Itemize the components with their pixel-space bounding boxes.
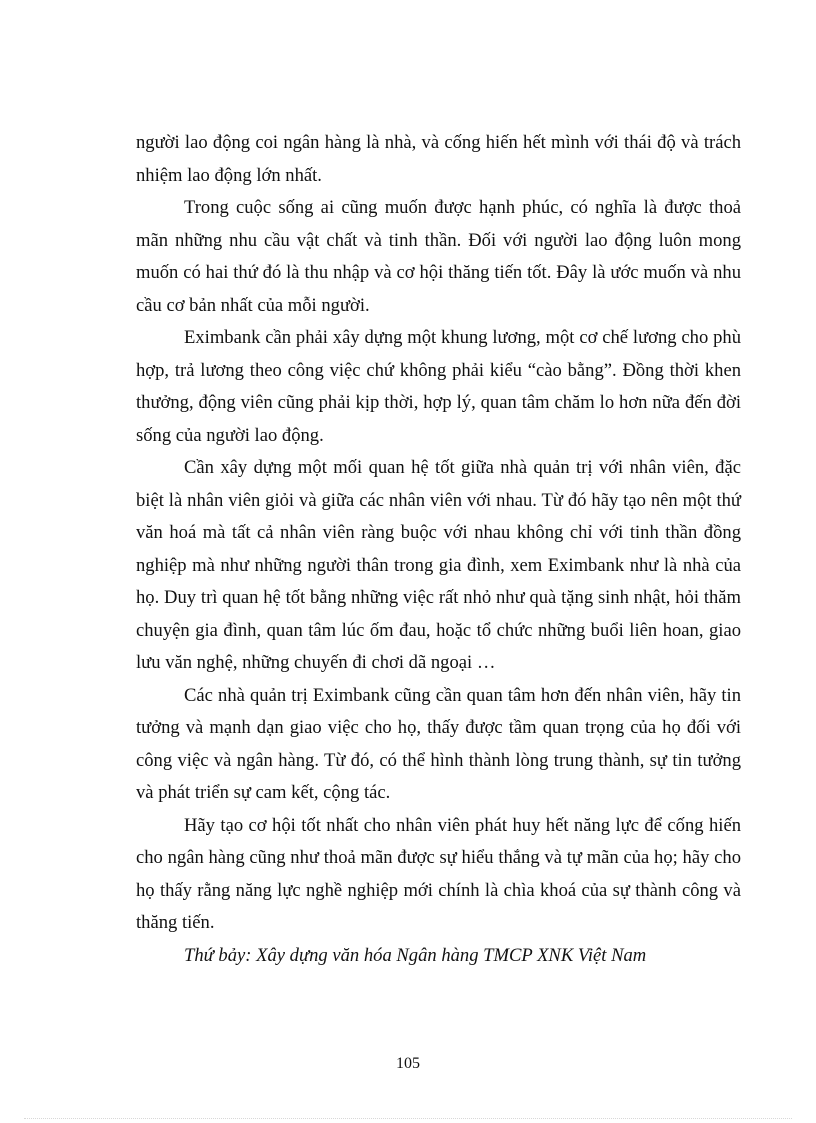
- page-number: 105: [396, 1055, 420, 1072]
- body-text: [136, 127, 741, 972]
- section-heading: Thứ bảy: Xây dựng văn hóa Ngân hàng TMCP XNK Việt Nam: [184, 944, 647, 966]
- page-bottom-divider: [24, 1118, 792, 1119]
- paragraph-relationships: Cần xây dựng một mối quan hệ tốt giữa nhà quản trị với nhân viên, đặc biệt là nhân viên giỏi và giữa các nhân viên với nhau. Từ đó hãy tạo nên một thứ văn hoá mà tất cả nhân viên ràng buộc với nhau không chỉ với tinh thần đồng nghiệp mà như những người thân trong gia đình, xem Eximbank như là nhà của họ. Duy trì quan hệ tốt bằng những việc rất nhỏ như quà tặng sinh nhật, hỏi thăm chuyện gia đình, quan tâm lúc ốm đau, hoặc tổ chức những buổi liên hoan, giao lưu văn nghệ, những chuyến đi chơi dã ngoại …: [136, 457, 741, 673]
- paragraph-continuation: người lao động coi ngân hàng là nhà, và cống hiến hết mình với thái độ và trách nhiệm lao động lớn nhất.: [136, 132, 741, 186]
- paragraph-manager-trust: Các nhà quản trị Eximbank cũng cần quan tâm hơn đến nhân viên, hãy tin tưởng và mạnh dạn giao việc cho họ, thấy được tầm quan trọng của họ đối với công việc và ngân hàng. Từ đó, có thể hình thành lòng trung thành, sự tin tưởng và phát triển sự cam kết, cộng tác.: [136, 684, 741, 803]
- paragraph-happiness-needs: Trong cuộc sống ai cũng muốn được hạnh phúc, có nghĩa là được thoả mãn những nhu cầu vật chất và tinh thần. Đối với người lao động luôn mong muốn có hai thứ đó là thu nhập và cơ hội thăng tiến tốt. Đây là ước muốn và nhu cầu cơ bản nhất của mỗi người.: [136, 197, 741, 316]
- paragraph-opportunities: Hãy tạo cơ hội tốt nhất cho nhân viên phát huy hết năng lực để cống hiến cho ngân hàng cũng như thoả mãn được sự hiểu thắng và tự mãn của họ; hãy cho họ thấy rằng năng lực nghề nghiệp mới chính là chìa khoá của sự thành công và thăng tiến.: [136, 814, 741, 933]
- paragraph-salary-framework: Eximbank cần phải xây dựng một khung lương, một cơ chế lương cho phù hợp, trả lương theo công việc chứ không phải kiểu “cào bằng”. Đồng thời khen thưởng, động viên cũng phải kịp thời, hợp lý, quan tâm chăm lo hơn nữa đến đời sống của người lao động.: [136, 327, 741, 446]
